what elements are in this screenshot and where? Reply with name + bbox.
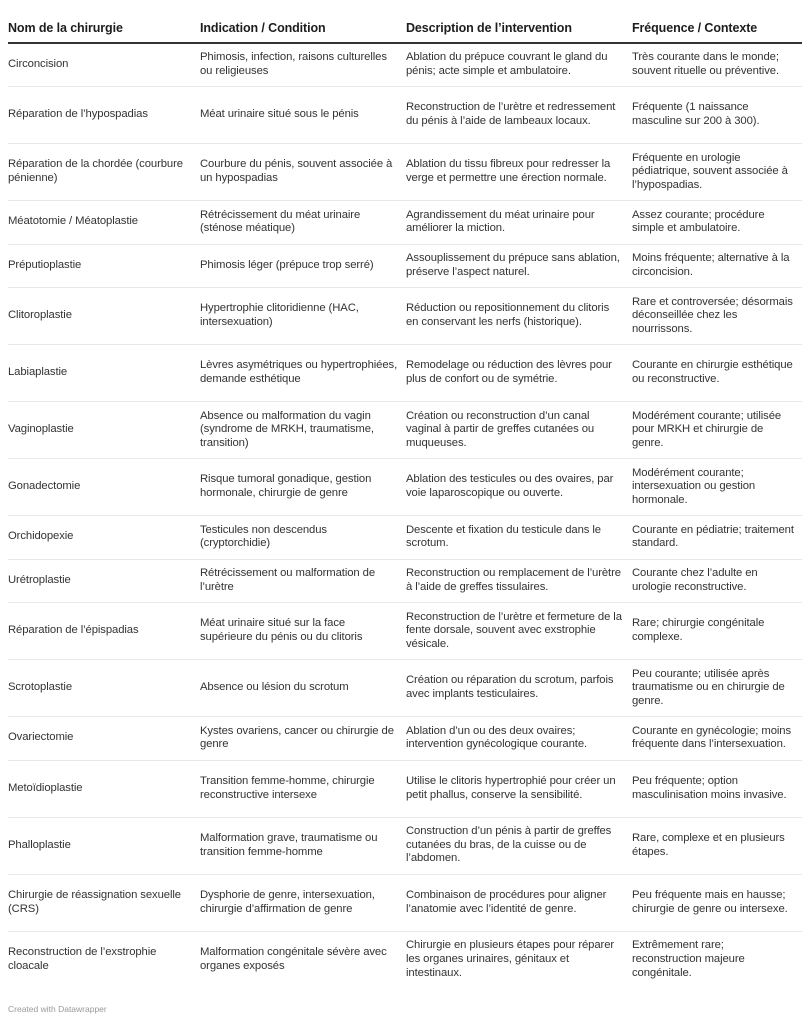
cell-frequency: Rare et controversée; désormais déconseillée chez les nourrissons.	[632, 288, 802, 345]
cell-surgery-name: Méatotomie / Méatoplastie	[8, 201, 200, 245]
cell-frequency: Courante en pédiatrie; traitement standard.	[632, 516, 802, 560]
cell-surgery-name: Préputioplastie	[8, 244, 200, 288]
cell-frequency: Fréquente en urologie pédiatrique, souvent associée à l’hypospadias.	[632, 144, 802, 201]
cell-description: Chirurgie en plusieurs étapes pour réparer les organes urinaires, génitaux et intestinaux.	[406, 939, 615, 979]
table-row	[8, 144, 802, 201]
table-row	[8, 931, 802, 988]
cell-description: Reconstruction de l’urètre et fermeture de la fente dorsale, souvent avec exstrophie vésicale.	[406, 603, 632, 660]
cell-surgery-name: Scrotoplastie	[8, 660, 200, 717]
cell-indication: Hypertrophie clitoridienne (HAC, intersexuation)	[200, 288, 406, 345]
table-row	[8, 717, 802, 761]
table-row	[8, 87, 802, 144]
cell-description: Ablation des testicules ou des ovaires, par voie laparoscopique ou ouverte.	[406, 459, 632, 516]
cell-surgery-name: Ovariectomie	[8, 717, 200, 761]
cell-indication: Phimosis léger (prépuce trop serré)	[200, 244, 406, 288]
cell-description: Reconstruction de l’urètre et redressement du pénis à l’aide de lambeaux locaux.	[406, 87, 632, 144]
cell-indication: Phimosis, infection, raisons culturelles ou religieuses	[200, 43, 406, 87]
cell-description: Remodelage ou réduction des lèvres pour plus de confort ou de symétrie.	[406, 345, 632, 402]
cell-frequency: Rare, complexe et en plusieurs étapes.	[632, 817, 802, 874]
cell-description: Ablation du tissu fibreux pour redresser la verge et permettre une érection normale.	[406, 144, 632, 201]
cell-surgery-name: Réparation de l’épispadias	[8, 603, 200, 660]
surgery-table	[8, 0, 802, 988]
column-header-indication[interactable]: Indication / Condition	[200, 0, 406, 43]
cell-surgery-name: Vaginoplastie	[8, 402, 200, 459]
cell-indication: Transition femme-homme, chirurgie reconstructive intersexe	[200, 760, 406, 817]
cell-surgery-name: Phalloplastie	[8, 817, 200, 874]
cell-surgery-name: Labiaplastie	[8, 345, 200, 402]
cell-indication: Risque tumoral gonadique, gestion hormonale, chirurgie de genre	[200, 459, 406, 516]
cell-surgery-name: Chirurgie de réassignation sexuelle (CRS)	[8, 874, 200, 931]
cell-indication: Lèvres asymétriques ou hypertrophiées, demande esthétique	[200, 345, 406, 402]
cell-frequency: Courante chez l’adulte en urologie reconstructive.	[632, 559, 802, 603]
cell-indication: Malformation grave, traumatisme ou transition femme-homme	[200, 817, 406, 874]
cell-surgery-name: Metoïdioplastie	[8, 760, 200, 817]
cell-frequency: Courante en chirurgie esthétique ou reconstructive.	[632, 345, 802, 402]
table-row	[8, 660, 802, 717]
cell-description: Ablation du prépuce couvrant le gland du pénis; acte simple et ambulatoire.	[406, 43, 632, 87]
column-header-surgery-name[interactable]: Nom de la chirurgie	[8, 0, 200, 43]
column-header-frequency[interactable]: Fréquence / Contexte	[632, 0, 802, 43]
cell-surgery-name: Urétroplastie	[8, 559, 200, 603]
cell-frequency: Modérément courante; utilisée pour MRKH et chirurgie de genre.	[632, 402, 802, 459]
cell-indication: Rétrécissement ou malformation de l’urètre	[200, 559, 406, 603]
table-header	[8, 0, 802, 43]
cell-frequency: Peu fréquente mais en hausse; chirurgie de genre ou intersexe.	[632, 874, 802, 931]
table-row	[8, 43, 802, 87]
cell-indication: Rétrécissement du méat urinaire (sténose méatique)	[200, 201, 406, 245]
cell-description: Construction d’un pénis à partir de greffes cutanées du bras, de la cuisse ou de l’abdomen.	[406, 817, 632, 874]
cell-frequency: Courante en gynécologie; moins fréquente dans l’intersexuation.	[632, 717, 802, 761]
cell-indication: Kystes ovariens, cancer ou chirurgie de genre	[200, 717, 406, 761]
cell-frequency: Rare; chirurgie congénitale complexe.	[632, 603, 802, 660]
cell-indication: Testicules non descendus (cryptorchidie)	[200, 516, 406, 560]
table-row	[8, 459, 802, 516]
cell-description: Création ou reconstruction d’un canal vaginal à partir de greffes cutanées ou muqueuses.	[406, 402, 632, 459]
cell-surgery-name: Réparation de l’hypospadias	[8, 87, 200, 144]
cell-frequency: Peu fréquente; option masculinisation moins invasive.	[632, 760, 802, 817]
cell-indication: Méat urinaire situé sous le pénis	[200, 87, 406, 144]
cell-surgery-name: Reconstruction de l’exstrophie cloacale	[8, 946, 157, 972]
table-row	[8, 760, 802, 817]
cell-indication: Courbure du pénis, souvent associée à un hypospadias	[200, 144, 406, 201]
surgery-table-container	[8, 0, 802, 988]
cell-indication: Dysphorie de genre, intersexuation, chirurgie d’affirmation de genre	[200, 874, 406, 931]
cell-description: Assouplissement du prépuce sans ablation, préserve l’aspect naturel.	[406, 244, 632, 288]
cell-description: Ablation d’un ou des deux ovaires; intervention gynécologique courante.	[406, 717, 632, 761]
table-row	[8, 402, 802, 459]
table-body	[8, 43, 802, 988]
cell-indication: Méat urinaire situé sur la face supérieure du pénis ou du clitoris	[200, 603, 406, 660]
table-row	[8, 345, 802, 402]
cell-description: Agrandissement du méat urinaire pour améliorer la miction.	[406, 201, 632, 245]
column-header-description[interactable]: Description de l’intervention	[406, 0, 632, 43]
cell-description: Combinaison de procédures pour aligner l’anatomie avec l’identité de genre.	[406, 874, 632, 931]
cell-indication: Malformation congénitale sévère avec organes exposés	[200, 946, 387, 972]
table-row	[8, 201, 802, 245]
cell-surgery-name: Circoncision	[8, 43, 200, 87]
cell-frequency: Extrêmement rare; reconstruction majeure congénitale.	[632, 939, 745, 979]
cell-description: Descente et fixation du testicule dans le scrotum.	[406, 516, 632, 560]
cell-indication: Absence ou lésion du scrotum	[200, 660, 406, 717]
cell-description: Reconstruction ou remplacement de l’urètre à l’aide de greffes tissulaires.	[406, 559, 632, 603]
table-row	[8, 559, 802, 603]
cell-description: Utilise le clitoris hypertrophié pour créer un petit phallus, conserve la sensibilité.	[406, 760, 632, 817]
header-row	[8, 0, 802, 43]
cell-frequency: Modérément courante; intersexuation ou gestion hormonale.	[632, 459, 802, 516]
cell-surgery-name: Clitoroplastie	[8, 288, 200, 345]
cell-frequency: Très courante dans le monde; souvent rituelle ou préventive.	[632, 43, 802, 87]
table-row	[8, 603, 802, 660]
cell-description: Réduction ou repositionnement du clitoris en conservant les nerfs (historique).	[406, 288, 632, 345]
cell-frequency: Peu courante; utilisée après traumatisme ou en chirurgie de genre.	[632, 660, 802, 717]
table-row	[8, 288, 802, 345]
cell-indication: Absence ou malformation du vagin (syndrome de MRKH, traumatisme, transition)	[200, 402, 406, 459]
table-row	[8, 817, 802, 874]
cell-description: Création ou réparation du scrotum, parfois avec implants testiculaires.	[406, 660, 632, 717]
cell-surgery-name: Gonadectomie	[8, 459, 200, 516]
table-row	[8, 516, 802, 560]
table-row	[8, 874, 802, 931]
cell-surgery-name: Orchidopexie	[8, 516, 200, 560]
cell-frequency: Assez courante; procédure simple et ambulatoire.	[632, 201, 802, 245]
table-row	[8, 244, 802, 288]
cell-frequency: Moins fréquente; alternative à la circoncision.	[632, 244, 802, 288]
datawrapper-credit[interactable]: Created with Datawrapper	[8, 1004, 107, 1014]
cell-surgery-name: Réparation de la chordée (courbure pénienne)	[8, 144, 200, 201]
cell-frequency: Fréquente (1 naissance masculine sur 200 à 300).	[632, 87, 802, 144]
